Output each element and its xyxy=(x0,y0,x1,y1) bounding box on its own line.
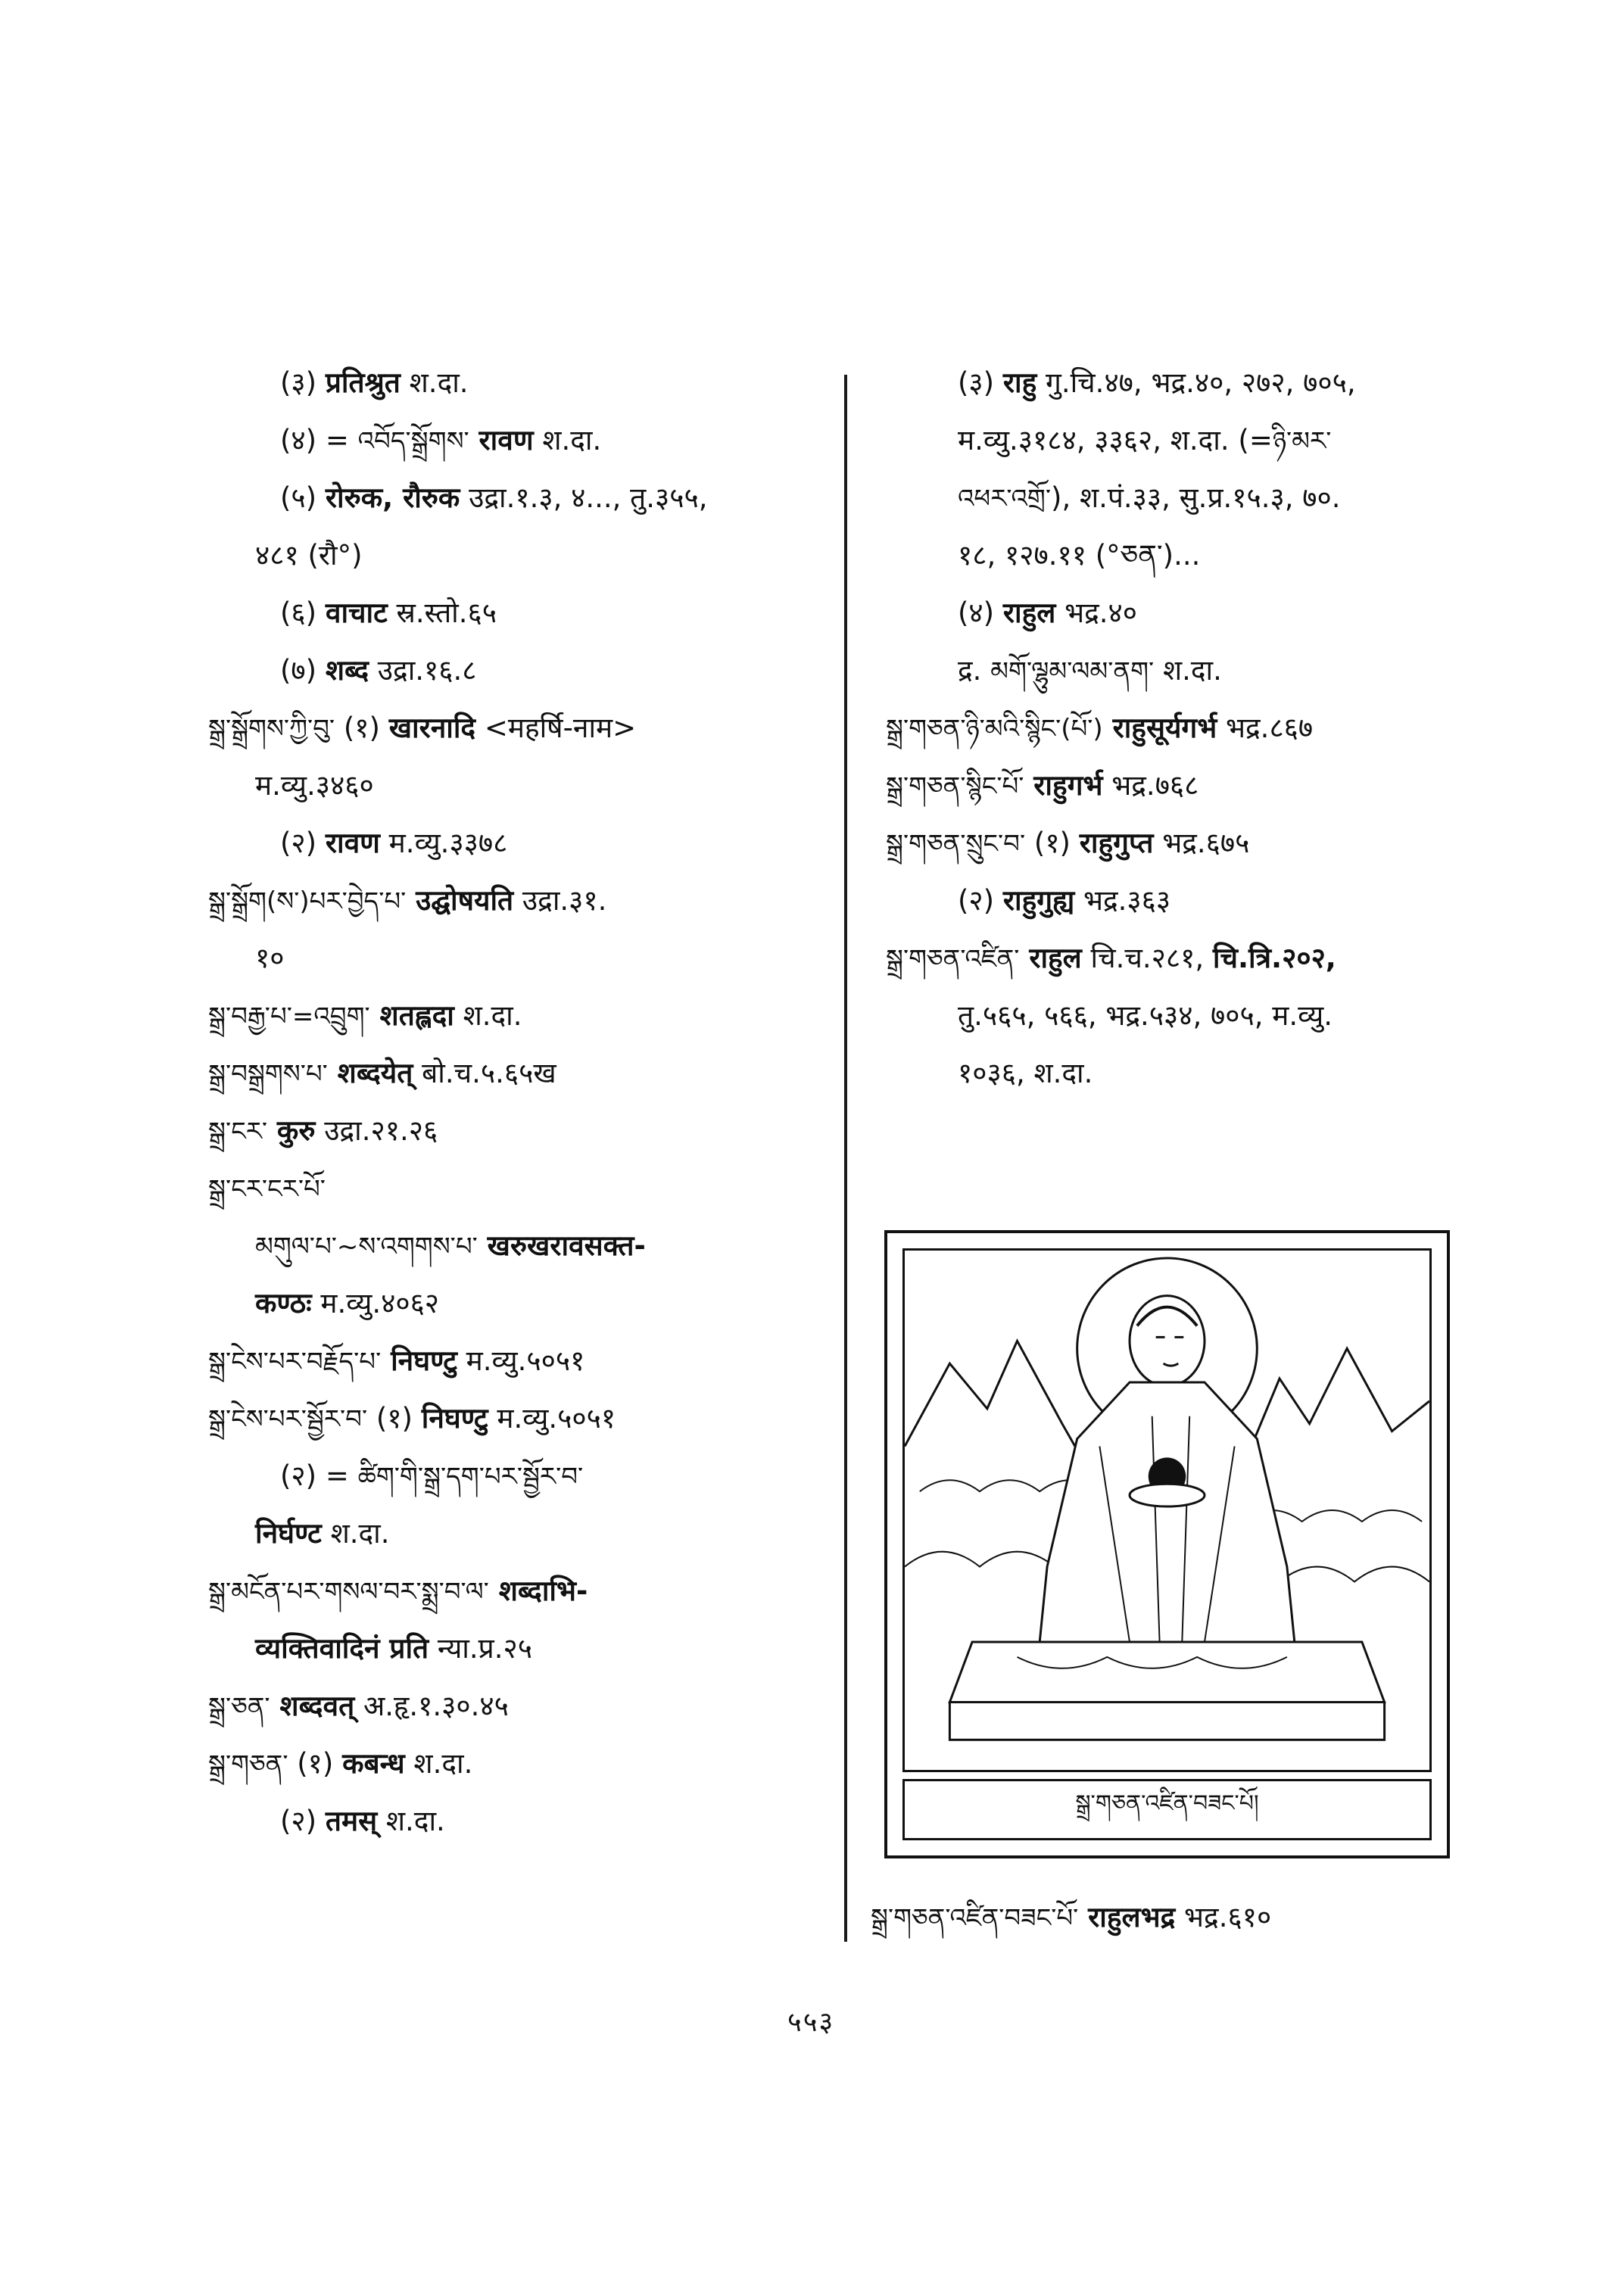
sanskrit-term: प्रतिश्रुत xyxy=(325,366,401,399)
tibetan-headword: ཚིག་གི་སྒྲ་དག་པར་སྦྱོར་བ་ xyxy=(357,1462,584,1492)
sanskrit-term: शब्द xyxy=(325,654,369,687)
entry-line xyxy=(208,1802,837,1859)
entry-line xyxy=(208,478,837,536)
entry-line xyxy=(886,824,1461,881)
tibetan-headword: མགུལ་པ་~ས་འགགས་པ་ xyxy=(255,1232,478,1262)
sanskrit-term: निघण्टु xyxy=(421,1402,488,1435)
reference-text: १०३६, श.दा. xyxy=(958,1057,1093,1089)
entry-line xyxy=(208,1284,837,1341)
reference-text: (३) xyxy=(958,366,1003,399)
reference-text: उद्रा.२१.२६ xyxy=(315,1114,438,1147)
entry-line xyxy=(208,1399,837,1456)
entry-line xyxy=(208,1341,837,1399)
sanskrit-term: शब्दवत् xyxy=(270,1690,355,1722)
sanskrit-term: शब्दाभि- xyxy=(488,1575,588,1607)
reference-text: श.दा. xyxy=(454,999,522,1032)
entry-line xyxy=(886,363,1461,421)
reference-text: ४८१ (रौ°) xyxy=(255,539,363,572)
reference-text: गु.चि.४७, भद्र.४०, २७२, ७०५, xyxy=(1036,366,1356,399)
column-divider xyxy=(844,375,847,1942)
tibetan-headword: སྒྲ་བསྒྲགས་པ་ xyxy=(208,1059,328,1089)
reference-text: (१) xyxy=(367,1402,422,1435)
entry-line xyxy=(886,421,1461,478)
reference-text: श.दा. xyxy=(533,424,602,456)
sanskrit-term: कबन्ध xyxy=(342,1747,405,1780)
sanskrit-term: रावण xyxy=(469,424,534,456)
entry-line xyxy=(208,1111,837,1169)
reference-text: न्या.प्र.२५ xyxy=(429,1632,532,1665)
reference-text: चि.च.२८१, xyxy=(1081,942,1213,974)
reference-text: <महर्षि-नाम> xyxy=(475,712,637,744)
sanskrit-term: निर्घण्ट xyxy=(255,1517,322,1550)
sanskrit-term: राहुसूर्यगर्भ xyxy=(1102,712,1217,744)
entry-line xyxy=(886,1054,1461,1111)
illustration-frame xyxy=(884,1230,1450,1858)
tibetan-headword: སྒྲ་གཅན་ཉི་མའི་སྙིང་(པོ་) xyxy=(886,714,1103,744)
reference-text: ), श.पं.३३, सु.प्र.१५.३, ७०. xyxy=(1051,481,1341,514)
reference-text: (२) xyxy=(280,1805,326,1837)
reference-text: म.व्यु.५०५१ xyxy=(457,1344,585,1377)
reference-text: उद्रा.१.३, ४..., तु.३५५, xyxy=(460,481,708,514)
entry-line xyxy=(208,824,837,881)
sanskrit-term: निघण्टु xyxy=(381,1344,457,1377)
entry-line xyxy=(886,996,1461,1054)
reference-text: (१) xyxy=(335,712,389,744)
entry-line xyxy=(208,1629,837,1687)
sanskrit-term: तमस् xyxy=(325,1805,378,1837)
tibetan-headword: སྒྲ་ངེས་པར་བརྗོད་པ་ xyxy=(208,1347,382,1377)
reference-text: म.व्यु.३३७८ xyxy=(379,827,508,859)
tibetan-headword: སྒྲ་གཅན་ xyxy=(208,1749,288,1780)
entry-line xyxy=(886,651,1461,709)
page-number: ५५३ xyxy=(787,2007,835,2038)
tibetan-headword: སྒྲ་བརྒྱ་པ་=འབྲུག་ xyxy=(208,1002,370,1032)
entry-line xyxy=(208,536,837,594)
entry-line xyxy=(886,478,1461,536)
entry-line xyxy=(886,536,1461,594)
tibetan-headword: སྒྲ་སྒྲོགས་ཀྱི་བུ་ xyxy=(208,714,335,744)
reference-text: (५) xyxy=(280,481,326,514)
reference-text: म.व्यु.४०६२ xyxy=(311,1287,440,1319)
reference-text: (४) = xyxy=(280,424,358,456)
entry-line xyxy=(886,594,1461,651)
entry-line xyxy=(208,766,837,824)
tibetan-headword: སྒྲ་གཅན་སྲུང་བ་ xyxy=(886,829,1026,859)
entry-line xyxy=(208,651,837,709)
tibetan-headword: འཕར་འགྲོ་ xyxy=(958,484,1052,514)
sanskrit-term: चि.त्रि.२०२, xyxy=(1212,942,1336,974)
entry-line xyxy=(208,709,837,766)
reference-text: (२) xyxy=(280,827,326,859)
sanskrit-term: खारनादि xyxy=(388,712,476,744)
tibetan-headword: སྒྲ་གཅན་འཛིན་བཟང་པོ་ xyxy=(871,1903,1079,1933)
sanskrit-term: राहुल xyxy=(1002,597,1056,629)
reference-text: द्र. xyxy=(958,654,991,687)
reference-text: (२) xyxy=(958,884,1003,917)
tibetan-headword: ཉི་མར་ xyxy=(1272,426,1332,456)
entry-line xyxy=(886,939,1461,996)
sanskrit-term: उद्घोषयति xyxy=(406,884,514,917)
sanskrit-term: व्यक्तिवादिनं प्रति xyxy=(255,1632,429,1665)
reference-text: भद्र.३६३ xyxy=(1074,884,1171,917)
entry-line xyxy=(208,1226,837,1284)
right-column xyxy=(886,363,1461,1111)
reference-text: (३) xyxy=(280,366,326,399)
tibetan-headword: སྒྲ་ངར་ངར་པོ་ xyxy=(208,1174,326,1204)
sanskrit-term: शब्दयेत् xyxy=(327,1057,413,1089)
tibetan-headword: སྒྲ་མངོན་པར་གསལ་བར་སྨྲ་བ་ལ་ xyxy=(208,1577,489,1607)
reference-text: भद्र.४० xyxy=(1055,597,1137,629)
reference-text: (४) xyxy=(958,597,1003,629)
entry-line xyxy=(208,939,837,996)
reference-text: स्र.स्तो.६५ xyxy=(387,597,497,629)
reference-text: १० xyxy=(255,942,285,974)
tibetan-headword: སྒྲ་ངར་ xyxy=(208,1117,268,1147)
entry-line xyxy=(208,1687,837,1744)
sanskrit-term: राहुगुप्त xyxy=(1079,827,1154,859)
entry-line xyxy=(208,1456,837,1514)
tibetan-headword: འབོད་སྒྲོགས་ xyxy=(357,426,469,456)
entry-line xyxy=(208,1054,837,1111)
tibetan-headword: སྒྲ་གཅན་འཛིན་ xyxy=(886,944,1020,974)
reference-text: भद्र.७६८ xyxy=(1102,769,1199,802)
monk-illustration xyxy=(902,1248,1432,1772)
tibetan-headword: སྒྲ་ཅན་ xyxy=(208,1692,270,1722)
entry-line xyxy=(208,1169,837,1226)
reference-text: श.दा. xyxy=(321,1517,390,1550)
left-column xyxy=(208,363,837,1859)
sanskrit-term: राहुलभद्र xyxy=(1078,1901,1176,1933)
entry-line xyxy=(208,996,837,1054)
reference-text: उद्रा.१६.८ xyxy=(369,654,477,687)
entry-line xyxy=(208,421,837,478)
reference-text: तु.५६५, ५६६, भद्र.५३४, ७०५, म.व्यु. xyxy=(958,999,1333,1032)
reference-text: म.व्यु.५०५१ xyxy=(488,1402,616,1435)
entry-line xyxy=(208,594,837,651)
reference-text: अ.हृ.१.३०.४५ xyxy=(354,1690,509,1722)
tibetan-headword: སྒྲ་གཅན་སྙིང་པོ་ xyxy=(886,771,1024,802)
sanskrit-term: कण्ठः xyxy=(255,1287,312,1319)
sanskrit-term: राहु xyxy=(1002,366,1037,399)
reference-text: (६) xyxy=(280,597,326,629)
reference-text: म.व्यु.३४६० xyxy=(255,769,374,802)
sanskrit-term: शतह्लदा xyxy=(369,999,454,1032)
reference-text: म.व्यु.३१८४, ३३६२, श.दा. (= xyxy=(958,424,1273,456)
sanskrit-term: खरुखरावसक्त- xyxy=(477,1229,646,1262)
tibetan-headword: མགོ་ལྷུམ་ལམ་ནག་ xyxy=(990,656,1155,687)
sanskrit-term: रावण xyxy=(325,827,380,859)
entry-line xyxy=(208,1744,837,1802)
reference-text: श.दा. xyxy=(377,1805,445,1837)
entry-line xyxy=(208,363,837,421)
entry-line xyxy=(208,881,837,939)
entry-line xyxy=(886,766,1461,824)
reference-text: (१) xyxy=(1025,827,1080,859)
sanskrit-term: रोरुक, रौरुक xyxy=(325,481,460,514)
reference-text: (१) xyxy=(288,1747,343,1780)
reference-text: भद्र.८६७ xyxy=(1217,712,1314,744)
reference-text: १८, १२७.११ (°ཅན་)... xyxy=(958,539,1201,572)
reference-text: बो.च.५.६५ख xyxy=(413,1057,556,1089)
reference-text: उद्रा.३१. xyxy=(513,884,607,917)
tibetan-headword: སྒྲ་ངེས་པར་སྦྱོར་བ་ xyxy=(208,1404,368,1435)
entry-line xyxy=(208,1514,837,1572)
entry-line xyxy=(208,1572,837,1629)
sanskrit-term: राहुगुह्य xyxy=(1002,884,1075,917)
entry-line xyxy=(886,709,1461,766)
sanskrit-term: कुरु xyxy=(267,1114,316,1147)
tibetan-headword: སྒྲ་སྒྲོག(ས་)པར་བྱེད་པ་ xyxy=(208,886,407,917)
illustration-caption: སྒྲ་གཅན་འཛིན་བཟང་པོ། xyxy=(902,1779,1432,1840)
sanskrit-term: राहुगर्भ xyxy=(1024,769,1103,802)
sanskrit-term: राहुल xyxy=(1019,942,1082,974)
reference-text: भद्र.६७५ xyxy=(1153,827,1250,859)
sanskrit-term: वाचाट xyxy=(325,597,388,629)
reference-text: श.दा. xyxy=(1154,654,1222,687)
reference-text: श.दा. xyxy=(404,1747,473,1780)
reference-text: श.दा. xyxy=(400,366,469,399)
reference-text: भद्र.६१० xyxy=(1175,1901,1272,1933)
entry-line xyxy=(886,881,1461,939)
reference-text: (२) = xyxy=(280,1460,358,1492)
reference-text: (७) xyxy=(280,654,326,687)
entry-below-figure xyxy=(871,1889,1271,1961)
